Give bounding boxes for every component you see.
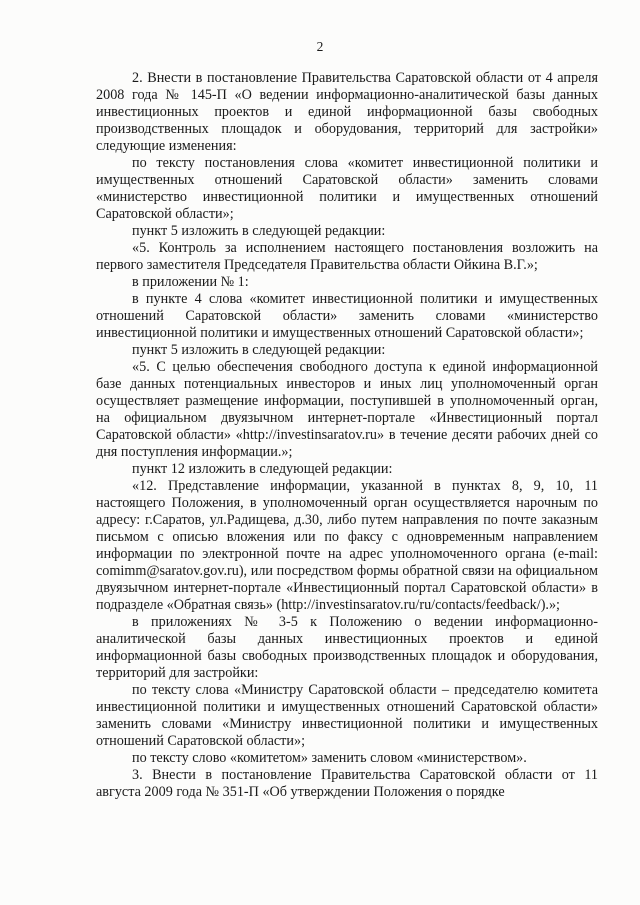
paragraph-appendices-3-5: в приложениях № 3-5 к Положению о ведении информационно-аналитической базы данных инвестиционных проектов и единой информационной базы свободных производственных площадок и оборудования, территорий для застройки:: [96, 614, 598, 681]
paragraph-replace-minister: по тексту слова «Министру Саратовской области – председателю комитета инвестиционной политики и имущественных отношений Саратовской области» заменить словами «Министру инвестиционной политики и имущественных отношений Саратовской области»;: [96, 682, 598, 749]
paragraph-point5-text: «5. Контроль за исполнением настоящего постановления возложить на первого заместителя Председателя Правительства области Ойкина В.Г.»;: [96, 240, 598, 273]
paragraph-point12-text: «12. Представление информации, указанной в пунктах 8, 9, 10, 11 настоящего Положения, в уполномоченный орган осуществляется нарочным по адресу: г.Саратов, ул.Радищева, д.30, либо путем направления по почте заказным письмом с описью вложения или по факсу с одновременным направлением информации по электронной почте на адрес уполномоченного органа (e-mail: comimm@saratov.gov.ru), или посредством формы обратной связи на официальном двуязычном интернет-портале «Инвестиционный портал Саратовской области» в подразделе «Обратная связь» (http://investinsaratov.ru/ru/contacts/feedback/).»;: [96, 478, 598, 613]
page-number: 2: [316, 39, 324, 54]
paragraph-replace-committee-word: по тексту слово «комитетом» заменить словом «министерством».: [132, 750, 527, 766]
paragraph-appendix1-point4: в пункте 4 слова «комитет инвестиционной политики и имущественных отношений Саратовской области» заменить словами «министерство инвестиционной политики и имущественных отношений Саратовской области»;: [96, 291, 598, 341]
paragraph-replace-committee: по тексту постановления слова «комитет инвестиционной политики и имущественных отношений Саратовской области» заменить словами «министерство инвестиционной политики и имущественных отношений Саратовской области»;: [96, 155, 598, 222]
paragraph-appendix1-header: в приложении № 1:: [132, 274, 249, 290]
paragraph-point5-header: пункт 5 изложить в следующей редакции:: [132, 223, 386, 239]
paragraph-point12-header: пункт 12 изложить в следующей редакции:: [132, 461, 393, 477]
paragraph-appendix-point5-header: пункт 5 изложить в следующей редакции:: [132, 342, 386, 358]
paragraph-item-2-intro: 2. Внести в постановление Правительства Саратовской области от 4 апреля 2008 года № 145-П «О ведении информационно-аналитической базы данных инвестиционных проектов и единой информационной базы свободных производственных площадок и оборудования, территорий для застройки» следующие изменения:: [96, 70, 598, 154]
paragraph-appendix-point5-text: «5. С целью обеспечения свободного доступа к единой информационной базе данных потенциальных инвесторов и иных лиц уполномоченный орган осуществляет размещение информации, поступившей в уполномоченный орган, на официальном двуязычном интернет-портале «Инвестиционный портал Саратовской области» «http://investinsaratov.ru» в течение десяти рабочих дней со дня поступления информации.»;: [96, 359, 598, 460]
document-body: [96, 70, 598, 801]
paragraph-item-3-intro: 3. Внести в постановление Правительства Саратовской области от 11 августа 2009 года № 351-П «Об утверждении Положения о порядке: [96, 767, 598, 800]
